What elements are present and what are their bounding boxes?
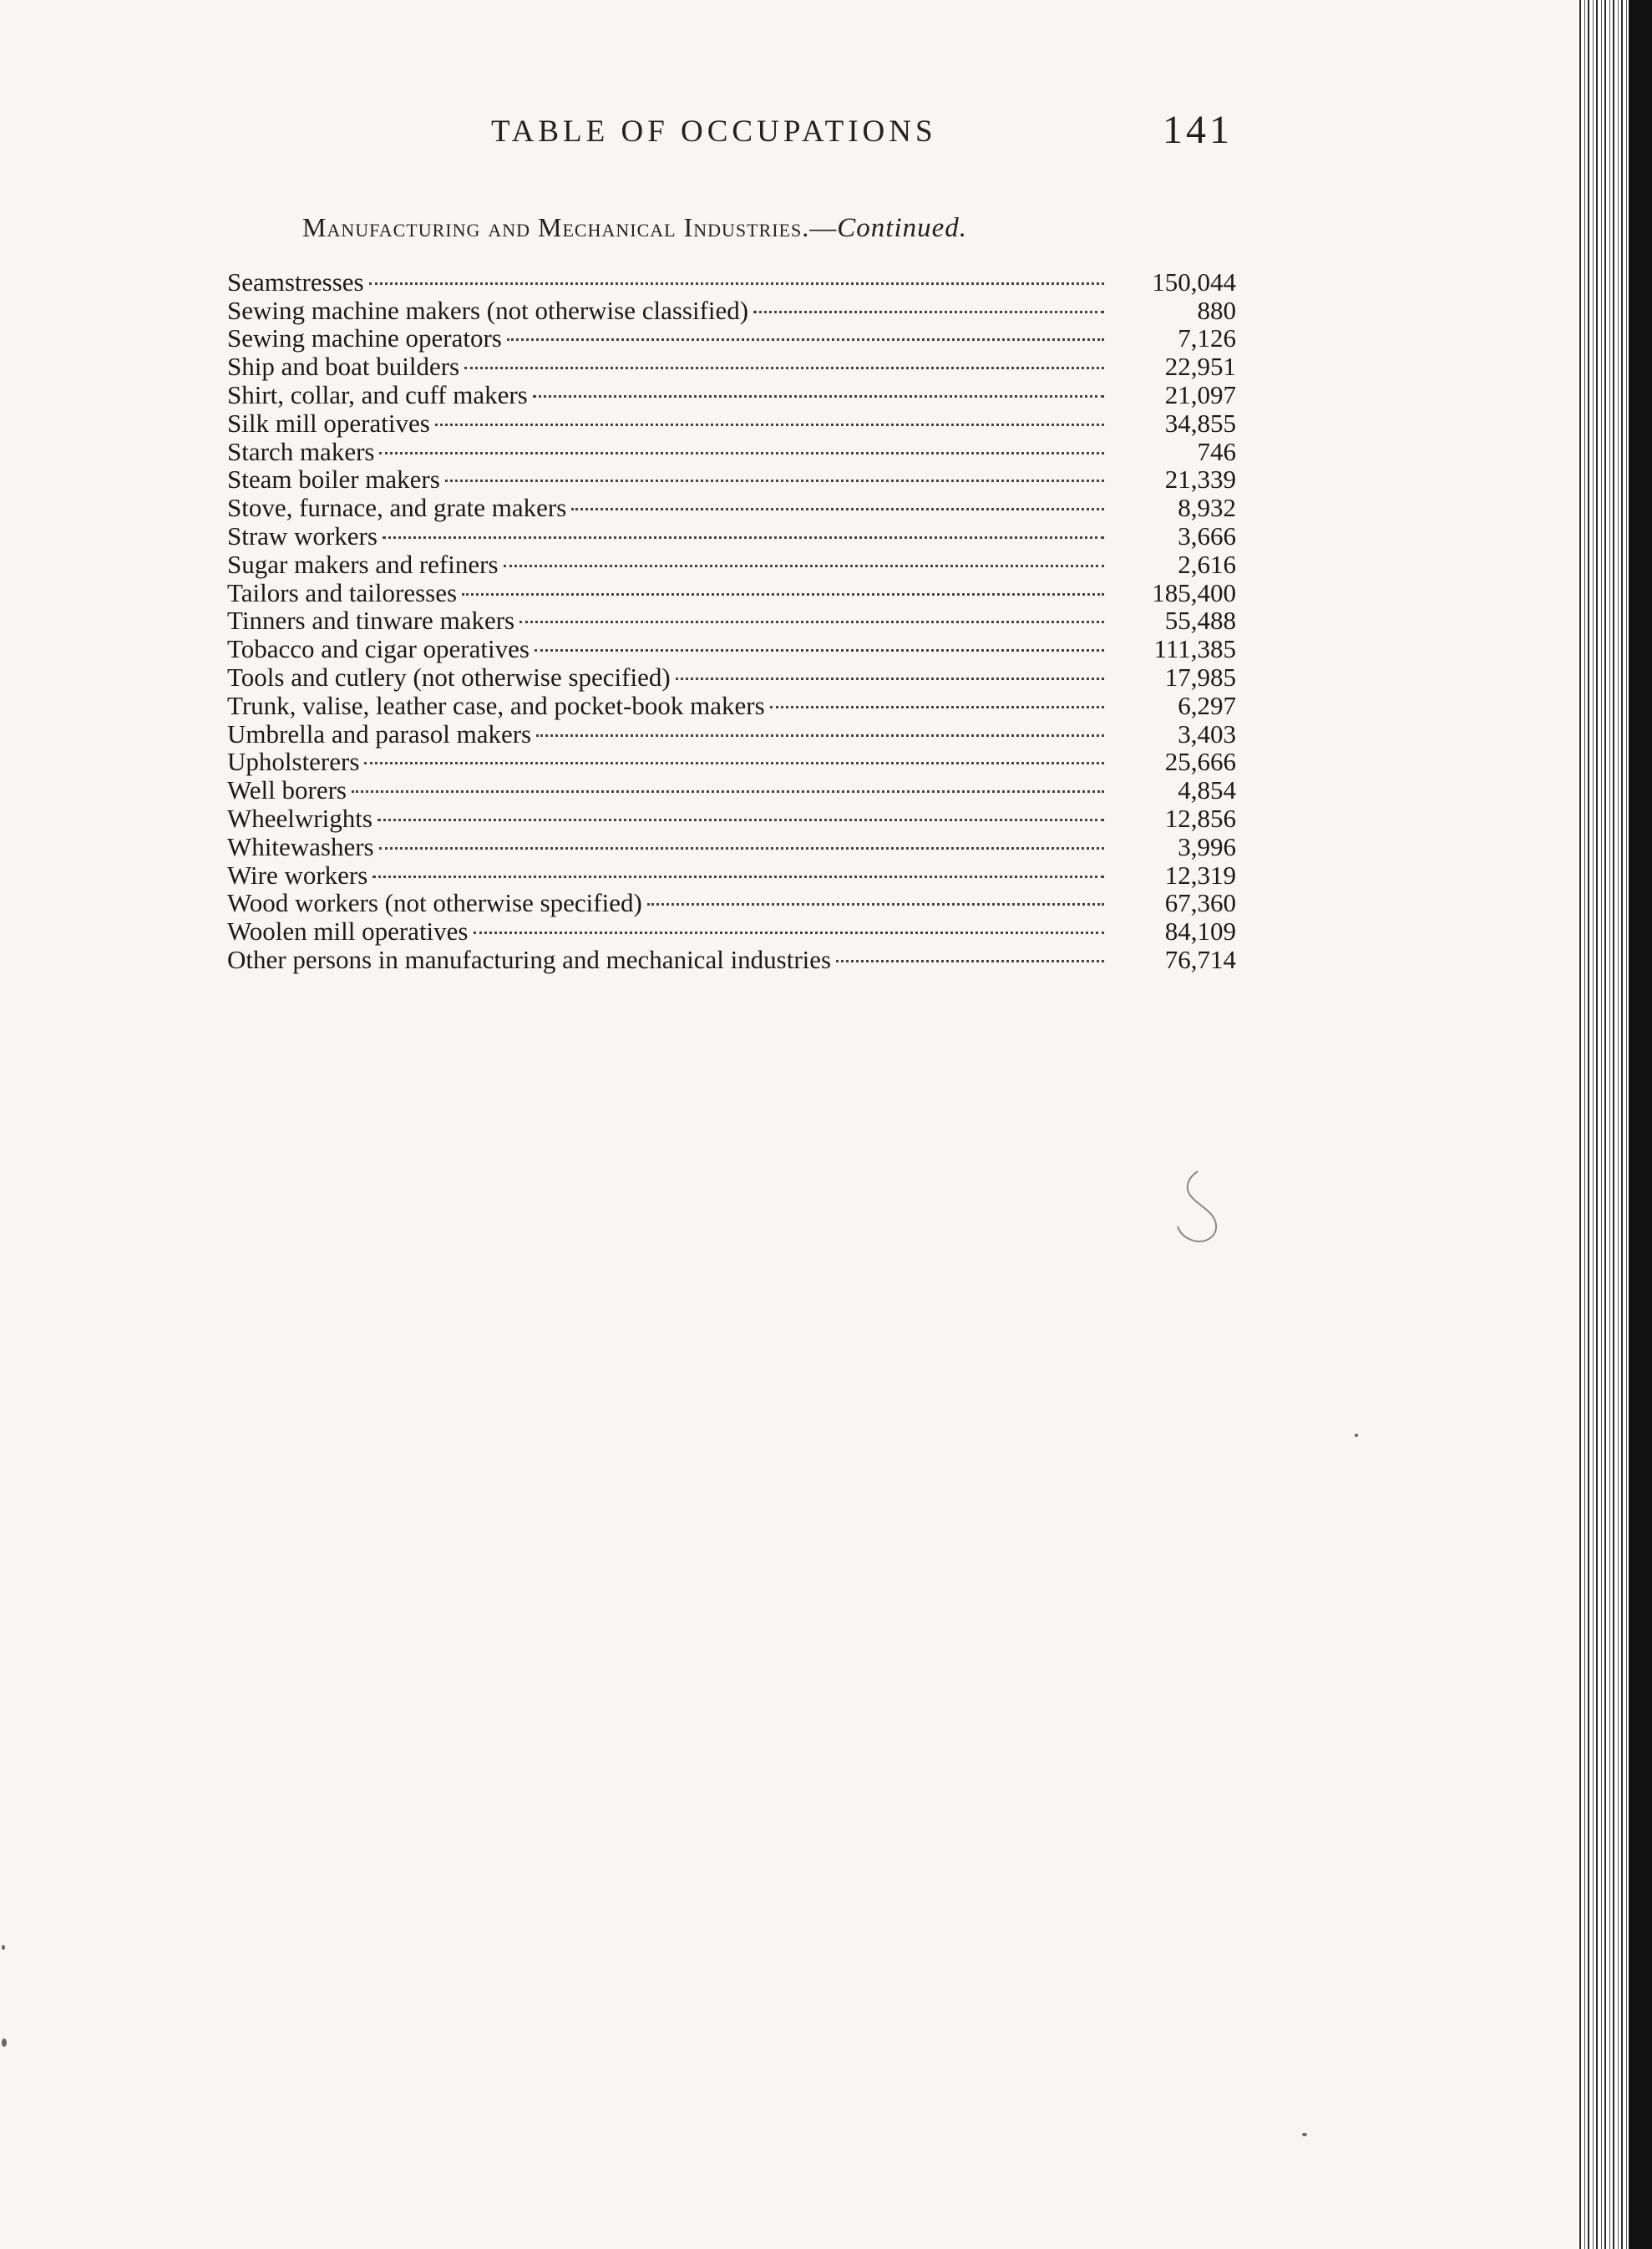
- occupation-count: 111,385: [1153, 634, 1236, 664]
- occupation-count: 12,319: [1164, 860, 1236, 890]
- occupation-name: Straw workers: [227, 520, 378, 551]
- dot-leader: [443, 460, 1111, 489]
- running-head: TABLE OF OCCUPATIONS: [491, 114, 937, 149]
- dot-leader: [502, 545, 1111, 573]
- dot-leader: [376, 799, 1111, 827]
- dot-leader: [367, 262, 1111, 291]
- table-row: [227, 827, 1236, 861]
- dot-leader: [433, 404, 1111, 432]
- dot-leader: [752, 291, 1111, 319]
- occupation-name: Wood workers (not otherwise specified): [227, 888, 642, 918]
- occupation-count: 55,488: [1164, 606, 1236, 636]
- occupation-count: 84,109: [1164, 916, 1236, 947]
- occupation-name: Whitewashers: [227, 831, 374, 861]
- occupation-name: Upholsterers: [227, 747, 360, 777]
- dot-leader: [362, 743, 1111, 771]
- dot-leader: [768, 686, 1111, 714]
- table-row: [227, 884, 1236, 918]
- occupation-name: Trunk, valise, leather case, and pocket-book makers: [227, 690, 765, 720]
- table-row: [227, 460, 1236, 495]
- occupation-name: Tools and cutlery (not otherwise specified): [227, 662, 671, 692]
- dot-leader: [834, 940, 1111, 968]
- occupation-name: Seamstresses: [227, 267, 364, 297]
- table-row: [227, 545, 1236, 579]
- occupation-name: Stove, furnace, and grate makers: [227, 493, 567, 523]
- occupation-name: Wire workers: [227, 860, 368, 890]
- dot-leader: [371, 855, 1111, 884]
- occupation-count: 746: [1197, 436, 1236, 466]
- occupation-name: Ship and boat builders: [227, 352, 460, 382]
- table-row: [227, 911, 1236, 947]
- occupation-count: 7,126: [1178, 323, 1236, 353]
- occupation-count: 185,400: [1152, 577, 1236, 607]
- occupation-count: 17,985: [1164, 662, 1236, 692]
- paper-speck: [1355, 1434, 1358, 1437]
- occupation-name: Other persons in manufacturing and mechanical industries: [227, 944, 832, 974]
- table-row: [227, 347, 1236, 382]
- table-row: [227, 799, 1236, 833]
- table-row: [227, 262, 1236, 297]
- dot-leader: [350, 770, 1111, 799]
- table-row: [227, 743, 1236, 777]
- table-row: [227, 602, 1236, 636]
- dot-leader: [535, 714, 1111, 743]
- occupation-count: 22,951: [1164, 352, 1236, 382]
- occupation-name: Sugar makers and refiners: [227, 549, 499, 579]
- occupation-count: 12,856: [1164, 803, 1236, 833]
- paper-speck: [2, 1945, 5, 1950]
- occupation-name: Well borers: [227, 775, 347, 805]
- table-row: [227, 432, 1236, 466]
- occupation-name: Tailors and tailoresses: [227, 577, 458, 607]
- paper-speck: [1302, 2133, 1307, 2136]
- occupation-name: Woolen mill operatives: [227, 916, 469, 947]
- dot-leader: [531, 375, 1111, 404]
- occupation-count: 25,666: [1164, 747, 1236, 777]
- occupation-count: 880: [1197, 295, 1236, 325]
- occupation-count: 3,996: [1178, 831, 1236, 861]
- table-row: [227, 940, 1236, 974]
- dot-leader: [463, 347, 1111, 375]
- dot-leader: [533, 629, 1111, 657]
- pencil-mark-icon: [1173, 1166, 1226, 1246]
- dot-leader: [381, 516, 1111, 545]
- dot-leader: [570, 488, 1111, 516]
- book-binding-shadow: [1629, 0, 1652, 2249]
- table-row: [227, 686, 1236, 720]
- table-row: [227, 319, 1236, 353]
- section-continued: Continued.: [837, 213, 968, 243]
- occupation-count: 2,616: [1178, 549, 1236, 579]
- dot-leader: [646, 884, 1111, 912]
- occupation-count: 3,666: [1178, 520, 1236, 551]
- table-row: [227, 375, 1236, 409]
- occupation-count: 3,403: [1178, 718, 1236, 749]
- section-heading: [302, 212, 967, 244]
- occupation-count: 4,854: [1178, 775, 1236, 805]
- occupation-count: 8,932: [1178, 493, 1236, 523]
- table-row: [227, 770, 1236, 805]
- occupation-name: Umbrella and parasol makers: [227, 718, 532, 749]
- page-number: 141: [1163, 108, 1233, 152]
- table-row: [227, 855, 1236, 890]
- occupation-name: Sewing machine operators: [227, 323, 502, 353]
- table-row: [227, 404, 1236, 438]
- dot-leader: [674, 657, 1111, 686]
- occupation-name: Silk mill operatives: [227, 408, 430, 438]
- occupation-name: Wheelwrights: [227, 803, 372, 833]
- table-row: [227, 657, 1236, 692]
- occupation-count: 21,097: [1164, 379, 1236, 409]
- dot-leader: [472, 911, 1112, 940]
- occupation-count: 6,297: [1178, 690, 1236, 720]
- section-title: Manufacturing and Mechanical Industries.—: [302, 212, 838, 242]
- occupation-count: 150,044: [1152, 267, 1236, 297]
- dot-leader: [505, 319, 1111, 348]
- dot-leader: [378, 827, 1111, 855]
- occupation-count: 67,360: [1164, 888, 1236, 918]
- occupation-name: Starch makers: [227, 436, 375, 466]
- occupation-name: Shirt, collar, and cuff makers: [227, 379, 528, 409]
- occupation-name: Steam boiler makers: [227, 465, 440, 495]
- occupation-count: 21,339: [1164, 465, 1236, 495]
- table-row: [227, 488, 1236, 523]
- occupation-name: Tobacco and cigar operatives: [227, 634, 530, 664]
- dot-leader: [518, 602, 1111, 630]
- occupation-count: 76,714: [1164, 944, 1236, 974]
- dot-leader: [378, 432, 1111, 460]
- table-row: [227, 291, 1236, 325]
- occupation-table: [227, 262, 1236, 974]
- dot-leader: [460, 573, 1111, 602]
- occupation-name: Sewing machine makers (not otherwise classified): [227, 295, 749, 325]
- paper-speck: [2, 2038, 7, 2047]
- occupation-name: Tinners and tinware makers: [227, 606, 515, 636]
- table-row: [227, 629, 1236, 664]
- occupation-count: 34,855: [1164, 408, 1236, 438]
